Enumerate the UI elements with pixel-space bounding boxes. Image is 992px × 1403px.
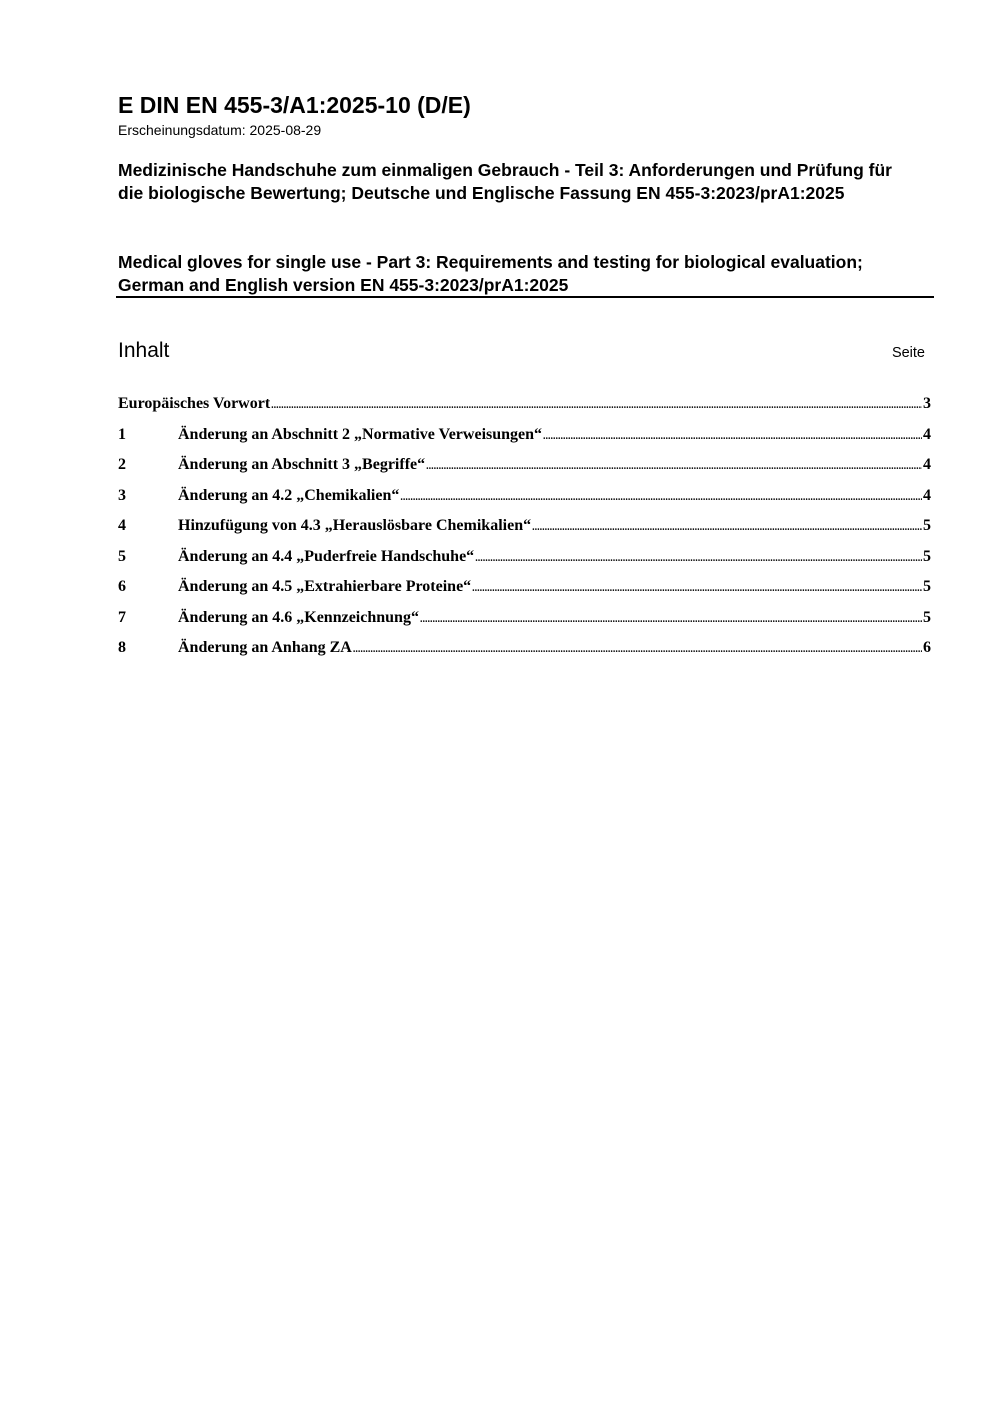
toc-entry-page[interactable]: 5: [923, 578, 931, 595]
toc-entry-number: 5: [118, 547, 126, 565]
toc-entry-page[interactable]: 5: [923, 608, 931, 626]
toc-entry-leader: [475, 548, 922, 570]
toc-entry-title[interactable]: Änderung an 4.2 „Chemikalien“: [178, 486, 400, 504]
toc-page-column-label: Seite: [891, 345, 925, 361]
title-divider: [116, 296, 934, 298]
toc-entry-leader: [271, 395, 922, 417]
toc-entry-page[interactable]: 3: [923, 395, 931, 412]
toc-entry-leader: [543, 426, 922, 448]
toc-entry-page[interactable]: 5: [923, 547, 931, 565]
table-of-contents: [118, 393, 931, 668]
toc-entry[interactable]: [118, 393, 931, 424]
toc-entry-number: 8: [118, 639, 126, 656]
toc-entry-number: 7: [118, 608, 126, 626]
toc-entry-title[interactable]: Änderung an 4.4 „Puderfreie Handschuhe“: [178, 547, 475, 565]
toc-entry[interactable]: [118, 576, 931, 607]
toc-entry[interactable]: [118, 637, 931, 668]
toc-entry-page[interactable]: 4: [923, 425, 931, 443]
toc-entry[interactable]: [118, 424, 931, 455]
toc-entry-title[interactable]: Änderung an Abschnitt 3 „Begriffe“: [178, 456, 426, 473]
toc-entry-number: 3: [118, 486, 126, 504]
toc-entry-number: 2: [118, 456, 126, 473]
toc-entry-page[interactable]: 5: [923, 517, 931, 534]
toc-entry-page[interactable]: 4: [923, 486, 931, 504]
toc-entry-page[interactable]: 4: [923, 456, 931, 473]
toc-entry-leader: [400, 487, 922, 509]
toc-heading: Inhalt: [118, 339, 170, 362]
toc-entry-leader: [426, 456, 922, 478]
toc-entry[interactable]: [118, 515, 931, 546]
toc-entry-title[interactable]: Europäisches Vorwort: [118, 395, 271, 412]
toc-entry-title[interactable]: Änderung an 4.5 „Extrahierbare Proteine“: [178, 578, 472, 595]
toc-entry-number: 1: [118, 425, 126, 443]
toc-entry-number: 6: [118, 578, 126, 595]
title-english: Medical gloves for single use - Part 3: Requirements and testing for biological evaluation; German and English version EN 455-3:2023/prA1:2025: [118, 252, 863, 295]
toc-entry-title[interactable]: Änderung an Abschnitt 2 „Normative Verweisungen“: [178, 425, 543, 443]
toc-entry-title[interactable]: Änderung an 4.6 „Kennzeichnung“: [178, 608, 419, 626]
toc-entry-title[interactable]: Hinzufügung von 4.3 „Herauslösbare Chemikalien“: [178, 517, 532, 534]
publication-date: Erscheinungsdatum: 2025-08-29: [118, 122, 322, 138]
title-german: Medizinische Handschuhe zum einmaligen Gebrauch - Teil 3: Anforderungen und Prüfung für die biologische Bewertung; Deutsche und Englische Fassung EN 455-3:2023/prA1:2025: [118, 160, 892, 203]
toc-entry[interactable]: [118, 485, 931, 516]
toc-entry-title[interactable]: Änderung an Anhang ZA: [178, 639, 352, 656]
toc-entry-leader: [532, 517, 922, 539]
toc-entry[interactable]: [118, 546, 931, 577]
toc-entry-leader: [420, 609, 922, 631]
toc-entry-leader: [472, 578, 922, 600]
toc-entry-leader: [353, 639, 922, 661]
toc-entry-number: 4: [118, 517, 126, 534]
toc-entry[interactable]: [118, 454, 931, 485]
document-id: E DIN EN 455-3/A1:2025-10 (D/E): [118, 92, 471, 118]
toc-entry-page[interactable]: 6: [923, 639, 931, 656]
toc-entry[interactable]: [118, 607, 931, 638]
